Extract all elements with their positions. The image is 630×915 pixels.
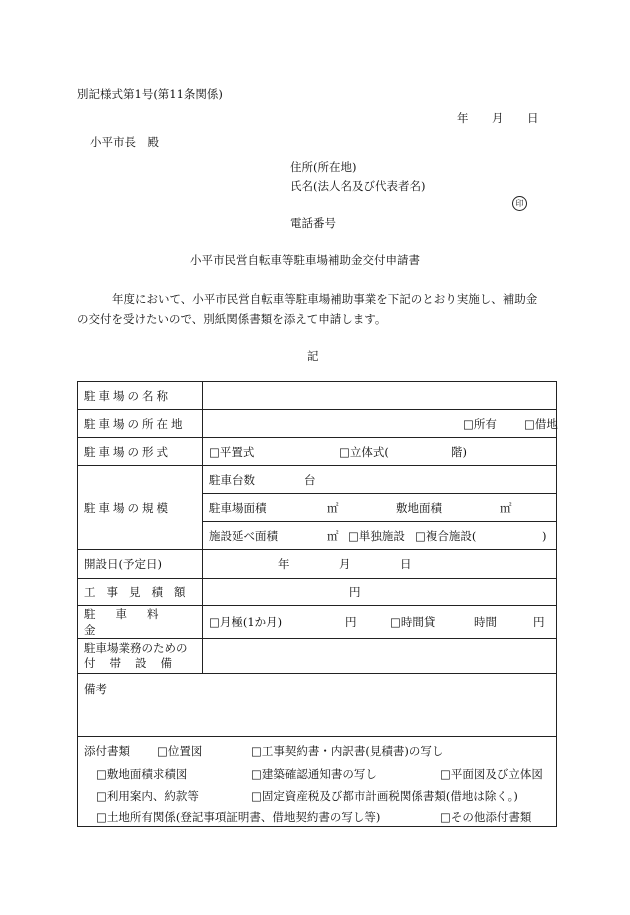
scale-row-floor — [203, 521, 556, 549]
fee-hourly-unit: 円 — [533, 615, 545, 629]
attach-label: 添付書類 — [84, 744, 130, 758]
checkbox-flat[interactable]: □平置式 — [209, 444, 255, 459]
checkbox-hourly[interactable]: □時間貸 — [390, 615, 436, 629]
facility-label-1: 駐車場業務のための — [84, 641, 188, 655]
name-label: 氏名(法人名及び代表者名) — [290, 179, 426, 193]
facility-field[interactable] — [203, 639, 557, 674]
type-field — [203, 438, 557, 466]
row-facility — [78, 639, 557, 674]
attach-land[interactable]: □土地所有関係(登記事項証明書、借地契約書の写し等) — [96, 810, 381, 824]
phone-label: 電話番号 — [290, 216, 336, 230]
checkbox-single[interactable]: □単独施設 — [348, 528, 405, 543]
scale-field — [203, 466, 557, 550]
fee-field — [203, 606, 557, 639]
parking-name-field[interactable] — [203, 382, 557, 410]
type-label: 駐車場の形式 — [84, 444, 171, 459]
estimate-label: 工事見積額 — [84, 585, 197, 599]
fee-monthly-unit: 円 — [345, 615, 357, 629]
row-parking-name — [78, 382, 557, 410]
attach-building-conf[interactable]: □建築確認通知書の写し — [251, 767, 377, 781]
estimate-field[interactable] — [203, 579, 557, 606]
address-label: 住所(所在地) — [290, 160, 357, 174]
open-date-label: 開設日(予定日) — [84, 557, 162, 571]
seal-mark — [512, 195, 527, 211]
type-floor-suffix: 階) — [451, 444, 467, 459]
scale-count-label: 駐車台数 — [209, 472, 255, 487]
location-label: 駐車場の所在地 — [84, 416, 186, 431]
scale-row-area — [203, 493, 556, 521]
scale-floor-label: 施設延べ面積 — [209, 528, 278, 543]
row-open-date — [78, 550, 557, 579]
facility-label-2: 付帯設備 — [84, 656, 186, 670]
fee-label: 駐車料金 — [84, 607, 179, 637]
checkbox-lease[interactable]: □借地 — [524, 416, 558, 431]
date-year-label: 年 — [457, 111, 469, 125]
scale-area-unit: ㎡ — [327, 500, 339, 515]
open-date-field[interactable] — [203, 550, 557, 579]
attach-site-area[interactable]: □敷地面積求積図 — [96, 767, 188, 781]
attachments-box — [78, 737, 556, 826]
row-estimate — [78, 579, 557, 606]
checkbox-complex[interactable]: □複合施設( — [415, 528, 477, 543]
open-month: 月 — [339, 557, 351, 571]
open-day: 日 — [400, 557, 412, 571]
application-table — [77, 381, 557, 827]
date-month-label: 月 — [492, 111, 504, 125]
addressee: 小平市長 殿 — [90, 135, 159, 149]
remarks-label: 備考 — [84, 682, 107, 696]
scale-site-unit: ㎡ — [500, 500, 512, 515]
scale-site-label: 敷地面積 — [396, 500, 442, 515]
scale-area-label: 駐車場面積 — [209, 500, 267, 515]
fee-hour-unit: 時間 — [474, 615, 497, 629]
parking-name-label: 駐車場の名称 — [84, 388, 171, 403]
attach-contract[interactable]: □工事契約書・内訳書(見積書)の写し — [251, 744, 444, 758]
attach-tax[interactable]: □固定資産税及び都市計画税関係書類(借地は除く。) — [251, 789, 518, 803]
attach-guide[interactable]: □利用案内、約款等 — [96, 789, 199, 803]
scale-count-unit: 台 — [304, 472, 316, 487]
note-mark: 記 — [307, 349, 319, 363]
row-scale — [78, 466, 557, 550]
scale-row-count — [203, 466, 556, 493]
location-field[interactable] — [203, 410, 557, 438]
attach-location-map[interactable]: □位置図 — [157, 744, 203, 758]
date-day-label: 日 — [527, 111, 539, 125]
attach-plan[interactable]: □平面図及び立体図 — [440, 767, 543, 781]
estimate-unit: 円 — [349, 585, 361, 599]
scale-complex-end: ) — [542, 528, 547, 543]
row-type — [78, 438, 557, 466]
checkbox-multi[interactable]: □立体式( — [339, 444, 389, 459]
open-year: 年 — [278, 557, 290, 571]
row-attachments — [78, 737, 557, 827]
checkbox-monthly[interactable]: □月極(1か月) — [209, 615, 283, 629]
row-location — [78, 410, 557, 438]
row-remarks — [78, 674, 557, 737]
body-line-2: の交付を受けたいので、別紙関係書類を添えて申請します。 — [77, 312, 387, 326]
body-line-1: 年度において、小平市民営自転車等駐車場補助事業を下記のとおり実施し、補助金 — [112, 292, 538, 306]
scale-floor-unit: ㎡ — [327, 528, 339, 543]
form-number: 別記様式第1号(第11条関係) — [77, 87, 223, 101]
attach-other[interactable]: □その他添付書類 — [440, 810, 532, 824]
document-title: 小平市民営自転車等駐車場補助金交付申請書 — [190, 253, 420, 267]
row-fee — [78, 606, 557, 639]
checkbox-own[interactable]: □所有 — [463, 416, 497, 431]
seal-text: 印 — [512, 196, 527, 211]
scale-label: 駐車場の規模 — [84, 500, 171, 515]
